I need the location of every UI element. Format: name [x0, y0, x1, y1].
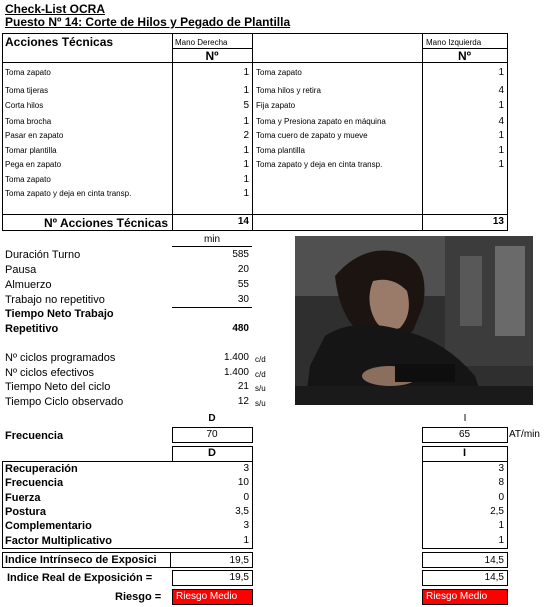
left-action: Toma plantilla	[256, 146, 305, 155]
risk-d-text: Riesgo Medio	[176, 591, 238, 602]
cycle-value: 1.400	[223, 352, 249, 363]
left-action: Fija zapato	[256, 101, 296, 110]
page-subtitle: Puesto Nº 14: Corte de Hilos y Pegado de Plantilla	[5, 15, 291, 29]
factor-d-value: 1	[243, 535, 249, 546]
real-index-label: Indice Real de Exposición =	[7, 572, 153, 584]
cycle-unit: c/d	[255, 370, 266, 379]
net-time-label-1: Tiempo Neto Trabajo	[5, 308, 114, 320]
time-value: 585	[232, 249, 249, 260]
freq-d-value: 70	[206, 429, 218, 440]
factors-d-header: D	[208, 447, 216, 459]
right-count: 1	[243, 145, 249, 156]
right-count: 1	[243, 188, 249, 199]
min-unit-header: min	[203, 234, 221, 245]
cycle-unit: s/u	[255, 384, 266, 393]
right-action: Corta hilos	[5, 101, 44, 110]
total-left: 13	[492, 216, 504, 227]
factor-label: Recuperación	[5, 463, 78, 475]
cycle-label: Tiempo Ciclo observado	[5, 396, 124, 408]
freq-d-label: D	[208, 413, 216, 424]
cycle-value: 1.400	[223, 367, 249, 378]
left-count: 1	[498, 100, 504, 111]
right-action: Toma tijeras	[5, 86, 49, 95]
left-n-header: Nº	[457, 49, 472, 63]
left-hand-label: Mano Izquierda	[426, 38, 482, 47]
factor-d-value: 0	[243, 492, 249, 503]
left-count: 4	[498, 116, 504, 127]
factor-d-value: 3,5	[235, 506, 249, 517]
right-action: Toma brocha	[5, 117, 52, 126]
actions-heading: Acciones Técnicas	[5, 35, 114, 49]
right-hand-label: Mano Derecha	[175, 38, 228, 47]
frequency-label: Frecuencia	[5, 430, 64, 442]
net-time-label-2: Repetitivo	[5, 323, 59, 335]
factor-i-value: 1	[498, 535, 504, 546]
factor-d-value: 10	[237, 477, 249, 488]
cycle-label: Nº ciclos programados	[5, 352, 116, 364]
factor-label: Complementario	[5, 520, 92, 532]
time-value: 30	[237, 294, 249, 305]
factor-i-value: 8	[498, 477, 504, 488]
time-value: 20	[237, 264, 249, 275]
right-count: 1	[243, 67, 249, 78]
right-action: Toma zapato y deja en cinta transp.	[5, 189, 132, 198]
page-title: Check-List OCRA	[5, 2, 106, 16]
right-count: 1	[243, 174, 249, 185]
right-action: Tomar plantilla	[5, 146, 57, 155]
factor-i-value: 0	[498, 492, 504, 503]
right-count: 1	[243, 85, 249, 96]
right-action: Pasar en zapato	[5, 131, 64, 140]
total-right: 14	[237, 216, 249, 227]
cycle-label: Nº ciclos efectivos	[5, 367, 94, 379]
right-action: Toma zapato	[5, 175, 51, 184]
factor-i-value: 3	[498, 463, 504, 474]
time-label: Trabajo no repetitivo	[5, 294, 105, 306]
factor-i-value: 2,5	[490, 506, 504, 517]
factor-d-value: 3	[243, 520, 249, 531]
right-action: Pega en zapato	[5, 160, 62, 169]
freq-i-label: I	[463, 413, 467, 424]
factor-label: Fuerza	[5, 492, 41, 504]
factor-d-value: 3	[243, 463, 249, 474]
left-count: 1	[498, 145, 504, 156]
right-count: 5	[243, 100, 249, 111]
factor-i-value: 1	[498, 520, 504, 531]
left-action: Toma zapato y deja en cinta transp.	[256, 160, 383, 169]
left-count: 1	[498, 159, 504, 170]
freq-unit: AT/min	[509, 429, 540, 440]
cycle-unit: s/u	[255, 399, 266, 408]
factor-label: Factor Multiplicativo	[5, 535, 112, 547]
left-action: Toma cuero de zapato y mueve	[256, 131, 368, 140]
right-n-header: Nº	[205, 49, 219, 63]
intrinsic-index-label: Indice Intrínseco de Exposici	[5, 554, 157, 566]
left-count: 1	[498, 67, 504, 78]
right-count: 1	[243, 159, 249, 170]
left-action: Toma y Presiona zapato en máquina	[256, 117, 386, 126]
cycle-unit: c/d	[255, 355, 266, 364]
left-count: 4	[498, 85, 504, 96]
time-label: Pausa	[5, 264, 37, 276]
time-label: Duración Turno	[5, 249, 81, 261]
risk-d-badge	[172, 589, 253, 605]
right-action: Toma zapato	[5, 68, 51, 77]
left-count: 1	[498, 130, 504, 141]
intrinsic-index-d: 19,5	[229, 555, 249, 566]
factor-label: Postura	[5, 506, 46, 518]
cycle-label: Tiempo Neto del ciclo	[5, 381, 111, 393]
risk-i-badge	[422, 589, 508, 605]
freq-i-value: 65	[458, 429, 471, 440]
real-index-d: 19,5	[229, 572, 249, 583]
worker-photo	[295, 236, 533, 405]
risk-label: Riesgo =	[115, 591, 162, 603]
risk-i-text: Riesgo Medio	[426, 591, 488, 602]
real-index-i: 14,5	[484, 572, 504, 583]
cycle-value: 21	[237, 381, 249, 392]
factor-label: Frecuencia	[5, 477, 64, 489]
factors-i-header: I	[462, 447, 467, 459]
intrinsic-index-i: 14,5	[484, 555, 504, 566]
left-action: Toma hilos y retira	[256, 86, 321, 95]
time-label: Almuerzo	[5, 279, 52, 291]
cycle-value: 12	[237, 396, 249, 407]
time-value: 55	[237, 279, 249, 290]
net-time-value: 480	[232, 323, 249, 334]
right-count: 1	[243, 116, 249, 127]
right-count: 2	[243, 130, 249, 141]
total-actions-label: Nº Acciones Técnicas	[44, 216, 168, 230]
left-action: Toma zapato	[256, 68, 302, 77]
